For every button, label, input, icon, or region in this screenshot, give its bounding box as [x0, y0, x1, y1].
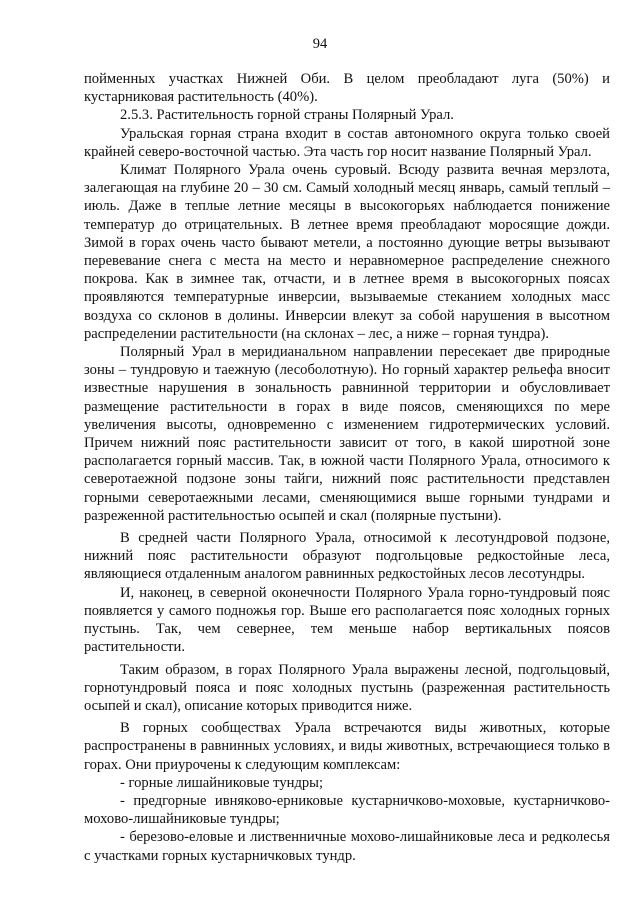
paragraph: Таким образом, в горах Полярного Урала выражены лесной, подгольцовый, горнотундровый пояса и пояс холодных пустынь (разреженная растительность осыпей и скал), описание которых приводится ниже.: [84, 661, 610, 714]
list-item: - березово-еловые и лиственничные мохово-лишайниковые леса и редколесья с участками горных кустарничковых тундр.: [84, 829, 610, 864]
paragraph: Климат Полярного Урала очень суровый. Всюду развита вечная мерзлота, залегающая на глубине 20 – 30 см. Самый холодный месяц январь, самый теплый – июль. Даже в теплые летние месяцы в высокогорьях наблюдается понижение температур до отрицательных. В летнее время преобладают моросящие дожди. Зимой в горах очень часто бывают метели, а постоянно дующие ветры вызывают перевевание снега с места на место и неравномерное распределение снежного покрова. Как в зимнее так, отчасти, и в летнее время в высокогорных поясах проявляются температурные инверсии, вызываемые стеканием холодных масс воздуха со склонов в долины. Инверсии влекут за собой нарушения в высотном распределении растительности (на склонах – лес, а ниже – горная тундра).: [84, 162, 610, 342]
paragraph: Полярный Урал в меридианальном направлении пересекает две природные зоны – тундровую и таежную (лесоболотную). Но горный характер рельефа вносит известные нарушения в зональность равнинной территории и обусловливает размещение растительности в горах в виде поясов, сменяющихся по мере увеличения высоты, одновременно с изменением гидротермических условий. Причем нижний пояс растительности зависит от того, в какой широтной зоне располагается горный массив. Так, в южной части Полярного Урала, относимого к северотаежной подзоне зоны тайги, нижний пояс растительности представлен горными северотаежными лесами, сменяющимися выше горными тундрами и разреженной растительностью осыпей и скал (полярные пустыни).: [84, 344, 610, 524]
body-text: [84, 70, 610, 865]
paragraph: Уральская горная страна входит в состав автономного округа только своей крайней северо-восточной частью. Эта часть гор носит название Полярный Урал.: [84, 125, 610, 160]
page-number: 94: [312, 36, 328, 52]
paragraph-continuation: пойменных участках Нижней Оби. В целом преобладают луга (50%) и кустарниковая растительность (40%).: [84, 71, 610, 106]
list-item: - предгорные ивняково-ерниковые кустарничково-моховые, кустарничково-мохово-лишайниковые тундры;: [84, 792, 610, 828]
paragraph: В горных сообществах Урала встречаются виды животных, которые распространены в равнинных условиях, и виды животных, встречающиеся только в горах. Они приурочены к следующим комплексам:: [84, 720, 610, 773]
section-heading: 2.5.3. Растительность горной страны Полярный Урал.: [120, 107, 454, 124]
list-item: - горные лишайниковые тундры;: [120, 774, 324, 791]
paragraph: В средней части Полярного Урала, относимой к лесотундровой подзоне, нижний пояс растительности образуют подгольцовые редкостойные леса, являющиеся отдаленным аналогом равнинных редкостойных лесов лесотундры.: [84, 530, 610, 583]
paragraph: И, наконец, в северной оконечности Полярного Урала горно-тундровый пояс появляется у самого подножья гор. Выше его располагается пояс холодных горных пустынь. Так, чем севернее, тем меньше набор вертикальных поясов растительности.: [84, 584, 610, 656]
